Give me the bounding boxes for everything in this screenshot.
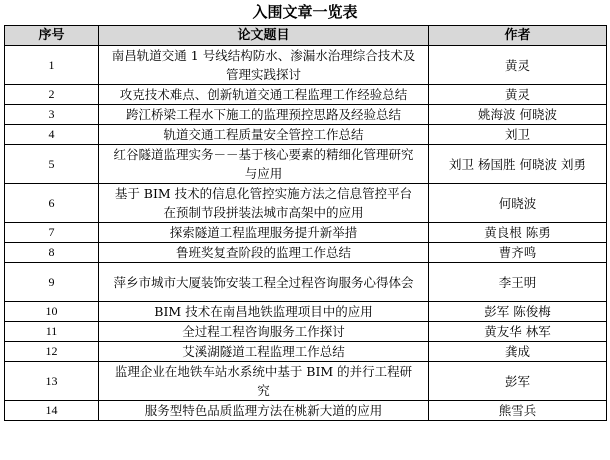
row-no: 8 — [5, 243, 99, 263]
row-title: 红谷隧道监理实务－－基于核心要素的精细化管理研究与应用 — [99, 145, 429, 184]
table-row — [5, 184, 607, 223]
table-row — [5, 105, 607, 125]
table-row — [5, 46, 607, 85]
row-title: 萍乡市城市大厦装饰安装工程全过程咨询服务心得体会 — [99, 263, 429, 302]
row-no: 5 — [5, 145, 99, 184]
row-title: 基于 BIM 技术的信息化管控实施方法之信息管控平台在预制节段拼装法城市高架中的应用 — [99, 184, 429, 223]
row-no: 10 — [5, 302, 99, 322]
row-author: 龚成 — [429, 342, 607, 362]
table-row — [5, 125, 607, 145]
row-author: 彭军 陈俊梅 — [429, 302, 607, 322]
row-title: 轨道交通工程质量安全管控工作总结 — [99, 125, 429, 145]
row-no: 1 — [5, 46, 99, 85]
row-author: 熊雪兵 — [429, 401, 607, 421]
row-author: 黄友华 林军 — [429, 322, 607, 342]
row-no: 12 — [5, 342, 99, 362]
row-author: 姚海波 何晓波 — [429, 105, 607, 125]
table-row — [5, 223, 607, 243]
row-author: 刘卫 杨国胜 何晓波 刘勇 — [429, 145, 607, 184]
row-no: 3 — [5, 105, 99, 125]
row-author: 黄灵 — [429, 46, 607, 85]
row-author: 李王明 — [429, 263, 607, 302]
header-no: 序号 — [5, 26, 99, 46]
row-title: 鲁班奖复查阶段的监理工作总结 — [99, 243, 429, 263]
table-row — [5, 145, 607, 184]
row-title: 南昌轨道交通 1 号线结构防水、渗漏水治理综合技术及管理实践探讨 — [99, 46, 429, 85]
row-title: 全过程工程咨询服务工作探讨 — [99, 322, 429, 342]
row-author: 刘卫 — [429, 125, 607, 145]
row-no: 2 — [5, 85, 99, 105]
row-no: 9 — [5, 263, 99, 302]
row-no: 4 — [5, 125, 99, 145]
row-title: 艾溪湖隧道工程监理工作总结 — [99, 342, 429, 362]
row-author: 黄灵 — [429, 85, 607, 105]
table-row — [5, 362, 607, 401]
row-title: 探索隧道工程监理服务提升新举措 — [99, 223, 429, 243]
row-no: 14 — [5, 401, 99, 421]
row-no: 6 — [5, 184, 99, 223]
row-no: 13 — [5, 362, 99, 401]
table-row — [5, 342, 607, 362]
table-row — [5, 302, 607, 322]
header-title: 论文题目 — [99, 26, 429, 46]
row-title: 攻克技术难点、创新轨道交通工程监理工作经验总结 — [99, 85, 429, 105]
row-author: 彭军 — [429, 362, 607, 401]
table-row — [5, 401, 607, 421]
article-table — [4, 25, 607, 421]
table-row — [5, 322, 607, 342]
table-row — [5, 85, 607, 105]
row-author: 何晓波 — [429, 184, 607, 223]
row-title: 跨江桥梁工程水下施工的监理预控思路及经验总结 — [99, 105, 429, 125]
table-row — [5, 263, 607, 302]
row-no: 7 — [5, 223, 99, 243]
table-header-row — [5, 26, 607, 46]
row-title: BIM 技术在南昌地铁监理项目中的应用 — [99, 302, 429, 322]
row-title: 服务型特色品质监理方法在桃新大道的应用 — [99, 401, 429, 421]
row-title: 监理企业在地铁车站水系统中基于 BIM 的并行工程研究 — [99, 362, 429, 401]
header-author: 作者 — [429, 26, 607, 46]
document-title: 入围文章一览表 — [252, 3, 358, 21]
table-row — [5, 243, 607, 263]
row-no: 11 — [5, 322, 99, 342]
row-author: 黄良根 陈勇 — [429, 223, 607, 243]
row-author: 曹齐鸣 — [429, 243, 607, 263]
